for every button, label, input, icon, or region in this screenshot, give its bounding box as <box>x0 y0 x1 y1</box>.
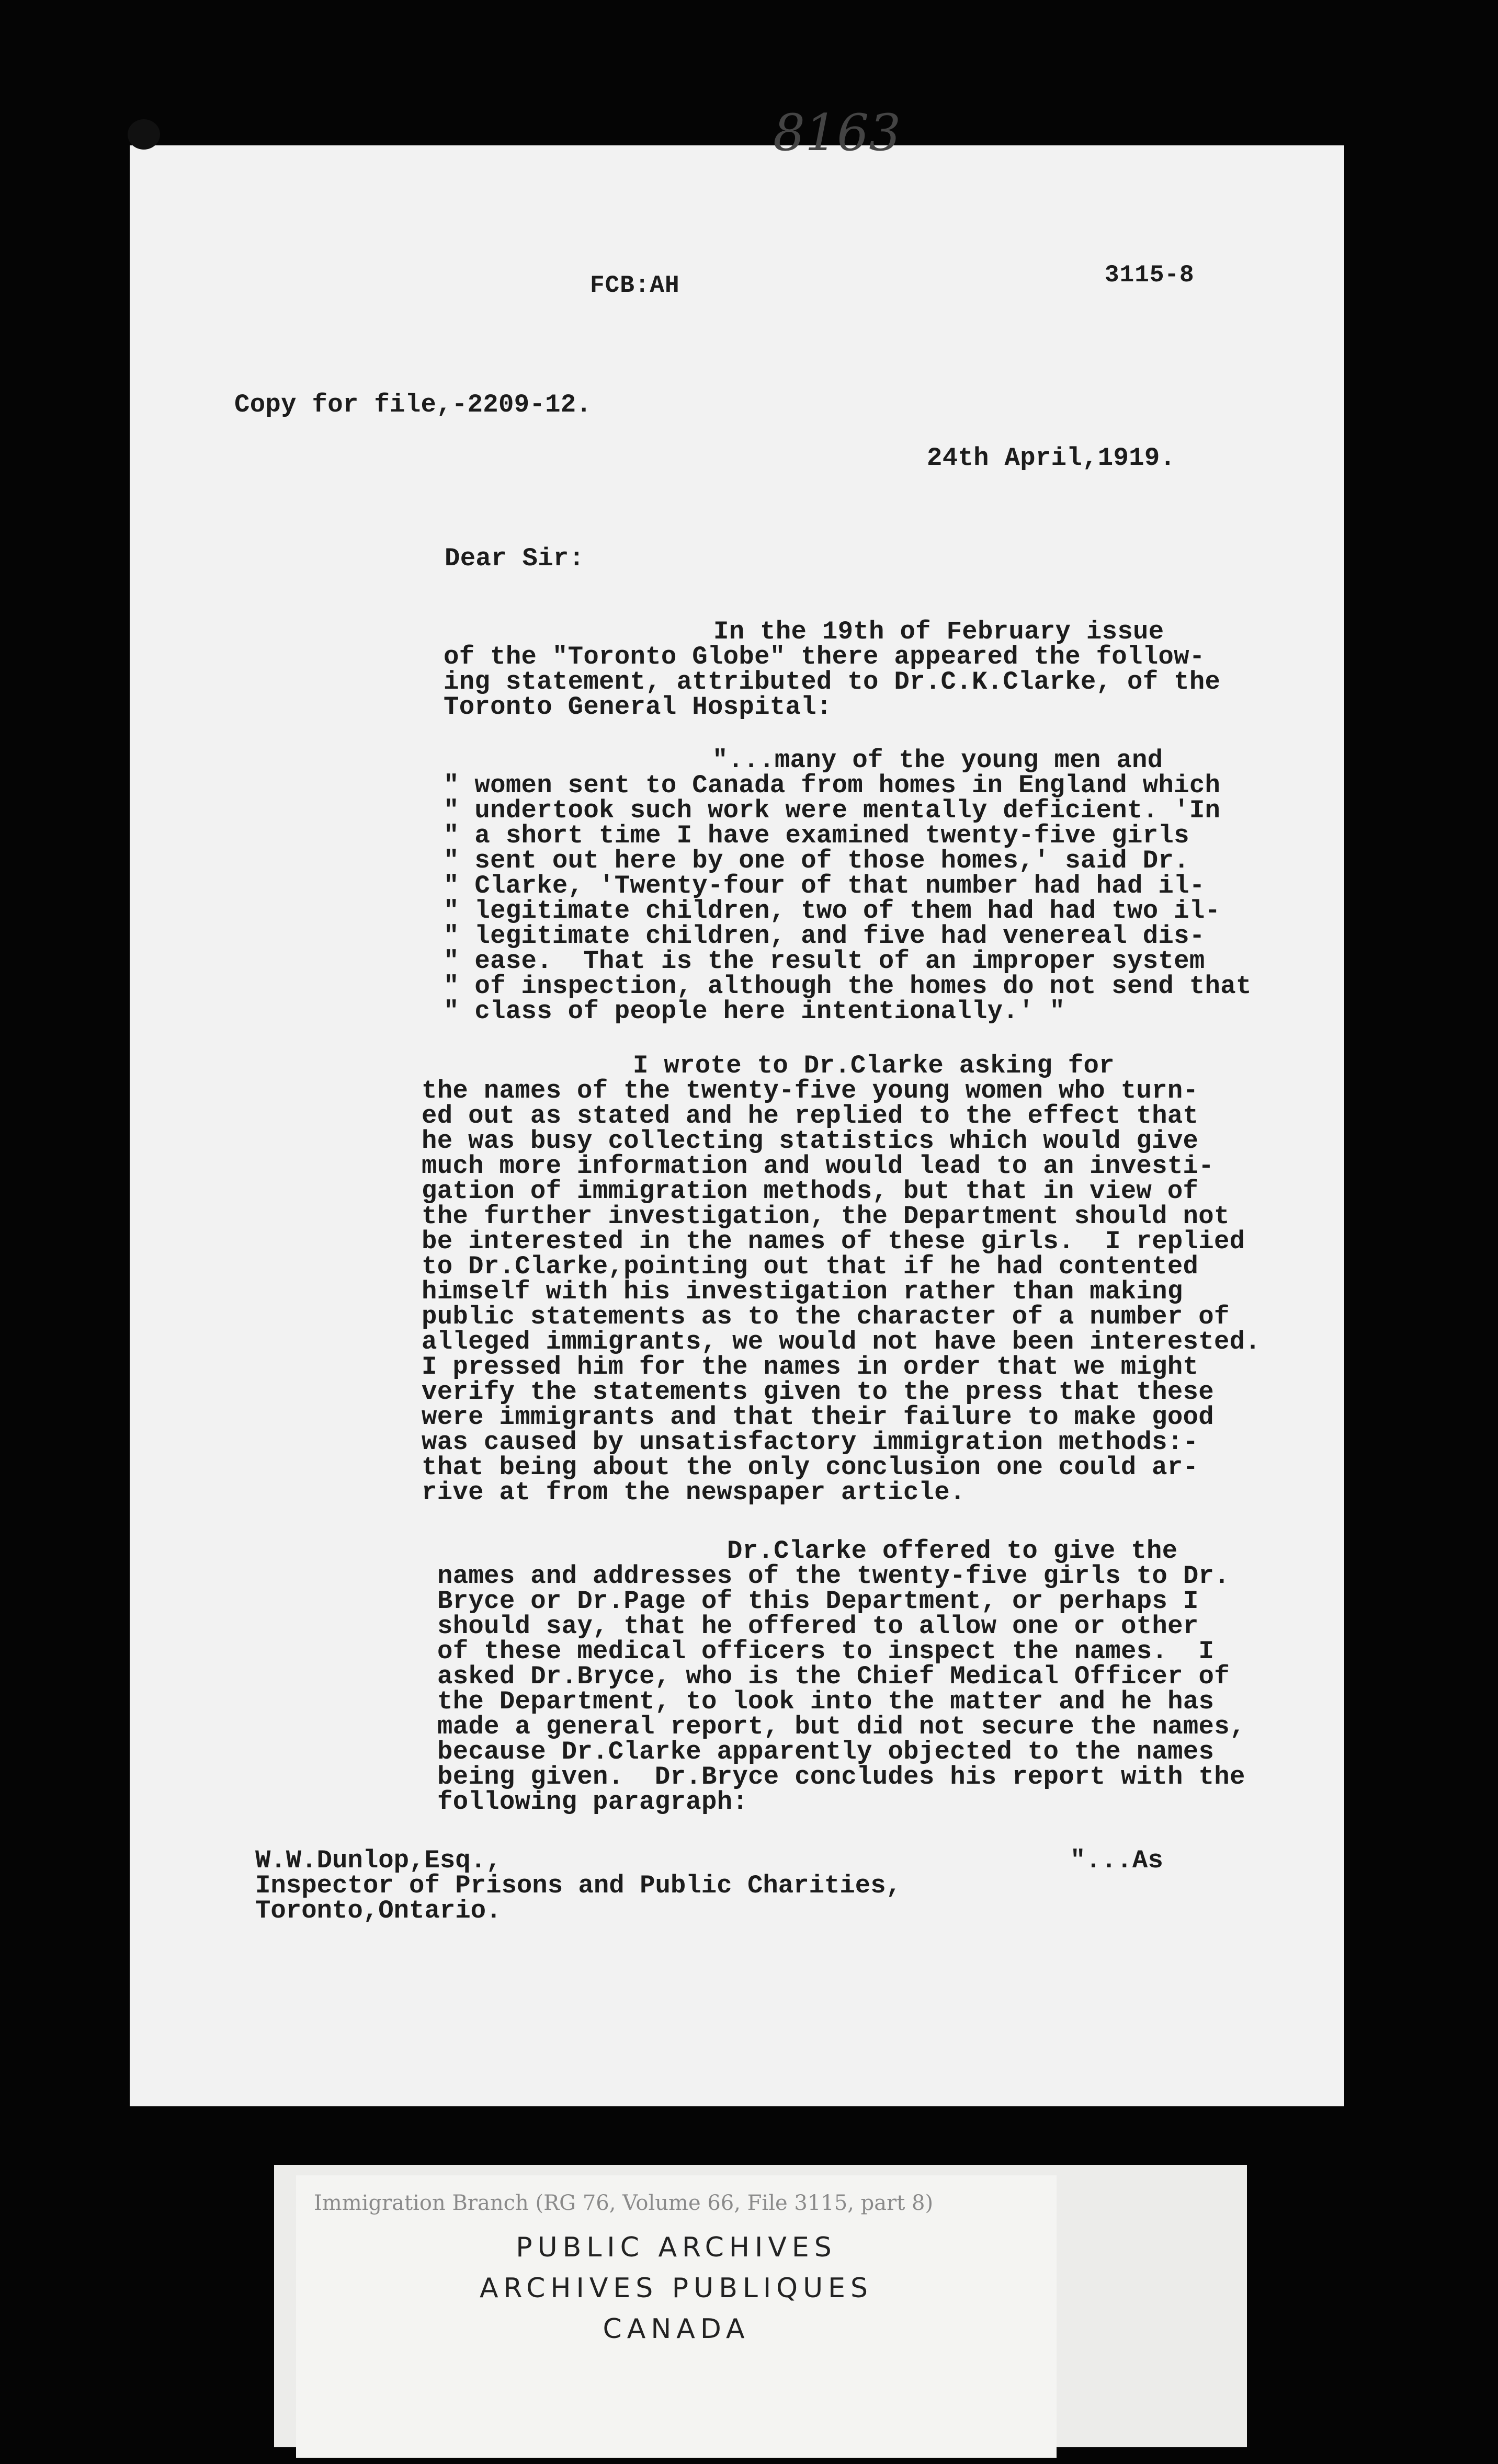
quote-line: " a short time I have examined twenty-five girls <box>444 821 1189 850</box>
body-line: asked Dr.Bryce, who is the Chief Medical Officer of <box>437 1662 1230 1691</box>
body-line: be interested in the names of these girls. I replied <box>422 1227 1245 1256</box>
body-line: himself with his investigation rather than making <box>422 1277 1183 1306</box>
address-line: Toronto,Ontario. <box>255 1896 502 1925</box>
body-line: were immigrants and that their failure to make good <box>422 1402 1214 1432</box>
quote-line: " sent out here by one of those homes,' said Dr. <box>444 846 1189 875</box>
continuation-marker: "...As <box>1070 1846 1164 1875</box>
body-line: because Dr.Clarke apparently objected to the names <box>437 1737 1215 1766</box>
body-line: public statements as to the character of a number of <box>422 1302 1230 1331</box>
handwritten-file-number: 8163 <box>773 104 901 162</box>
quote-line: " of inspection, although the homes do not send that <box>444 972 1252 1001</box>
body-line: that being about the only conclusion one could ar- <box>422 1453 1199 1482</box>
quote-line: " Clarke, 'Twenty-four of that number had had il- <box>444 871 1205 900</box>
quote-line: " class of people here intentionally.' " <box>444 997 1065 1026</box>
body-line: Bryce or Dr.Page of this Department, or perhaps I <box>437 1587 1199 1616</box>
body-line: names and addresses of the twenty-five girls to Dr. <box>437 1561 1230 1591</box>
body-line: being given. Dr.Bryce concludes his report with the <box>437 1762 1245 1792</box>
body-line: to Dr.Clarke,pointing out that if he had contented <box>422 1252 1199 1281</box>
body-line: made a general report, but did not secure the names, <box>437 1712 1245 1741</box>
body-line: the further investigation, the Department should not <box>422 1202 1230 1231</box>
body-line: alleged immigrants, we would not have been interested. <box>422 1327 1261 1356</box>
punch-hole <box>128 119 160 150</box>
quote-line: " women sent to Canada from homes in England which <box>444 771 1221 800</box>
salutation: Dear Sir: <box>445 544 585 573</box>
header-initials: FCB:AH <box>590 272 680 299</box>
body-line: I pressed him for the names in order that we might <box>422 1352 1199 1382</box>
archive-line-2: ARCHIVES PUBLIQUES <box>479 2273 873 2304</box>
letter-date: 24th April,1919. <box>927 443 1176 473</box>
body-line: of the "Toronto Globe" there appeared the follow- <box>444 642 1205 671</box>
body-line: should say, that he offered to allow one or other <box>437 1612 1199 1641</box>
quote-line: " ease. That is the result of an improper system <box>444 946 1205 976</box>
body-line: the Department, to look into the matter and he has <box>437 1687 1215 1716</box>
body-line: Dr.Clarke offered to give the <box>727 1536 1178 1566</box>
body-line: following paragraph: <box>437 1787 748 1817</box>
quote-line: " legitimate children, and five had venereal dis- <box>444 921 1205 951</box>
quote-line: "...many of the young men and <box>712 746 1163 775</box>
header-ref: 3115-8 <box>1105 261 1195 289</box>
body-line: rive at from the newspaper article. <box>422 1478 966 1507</box>
body-line: was caused by unsatisfactory immigration methods:- <box>422 1428 1199 1457</box>
quote-line: " undertook such work were mentally deficient. 'In <box>444 796 1221 825</box>
body-line: In the 19th of February issue <box>713 617 1164 646</box>
copy-for-file: Copy for file,-2209-12. <box>234 390 592 419</box>
body-line: the names of the twenty-five young women who turn- <box>422 1076 1199 1105</box>
address-line: Inspector of Prisons and Public Charities, <box>255 1871 902 1900</box>
body-line: of these medical officers to inspect the names. I <box>437 1637 1215 1666</box>
archive-line-3: CANADA <box>603 2313 750 2345</box>
body-line: he was busy collecting statistics which would give <box>422 1126 1199 1156</box>
body-line: much more information and would lead to an investi- <box>422 1151 1214 1181</box>
body-line: Toronto General Hospital: <box>444 692 832 722</box>
body-line: ed out as stated and he replied to the effect that <box>422 1101 1199 1131</box>
body-line: verify the statements given to the press that these <box>422 1377 1214 1407</box>
archive-line-1: PUBLIC ARCHIVES <box>516 2232 837 2263</box>
quote-line: " legitimate children, two of them had had two il- <box>444 896 1221 926</box>
archive-reference: Immigration Branch (RG 76, Volume 66, File 3115, part 8) <box>314 2191 934 2215</box>
body-line: I wrote to Dr.Clarke asking for <box>633 1051 1115 1080</box>
address-line: W.W.Dunlop,Esq., <box>255 1846 502 1875</box>
body-line: ing statement, attributed to Dr.C.K.Clarke, of the <box>444 667 1221 697</box>
body-line: gation of immigration methods, but that in view of <box>422 1177 1199 1206</box>
